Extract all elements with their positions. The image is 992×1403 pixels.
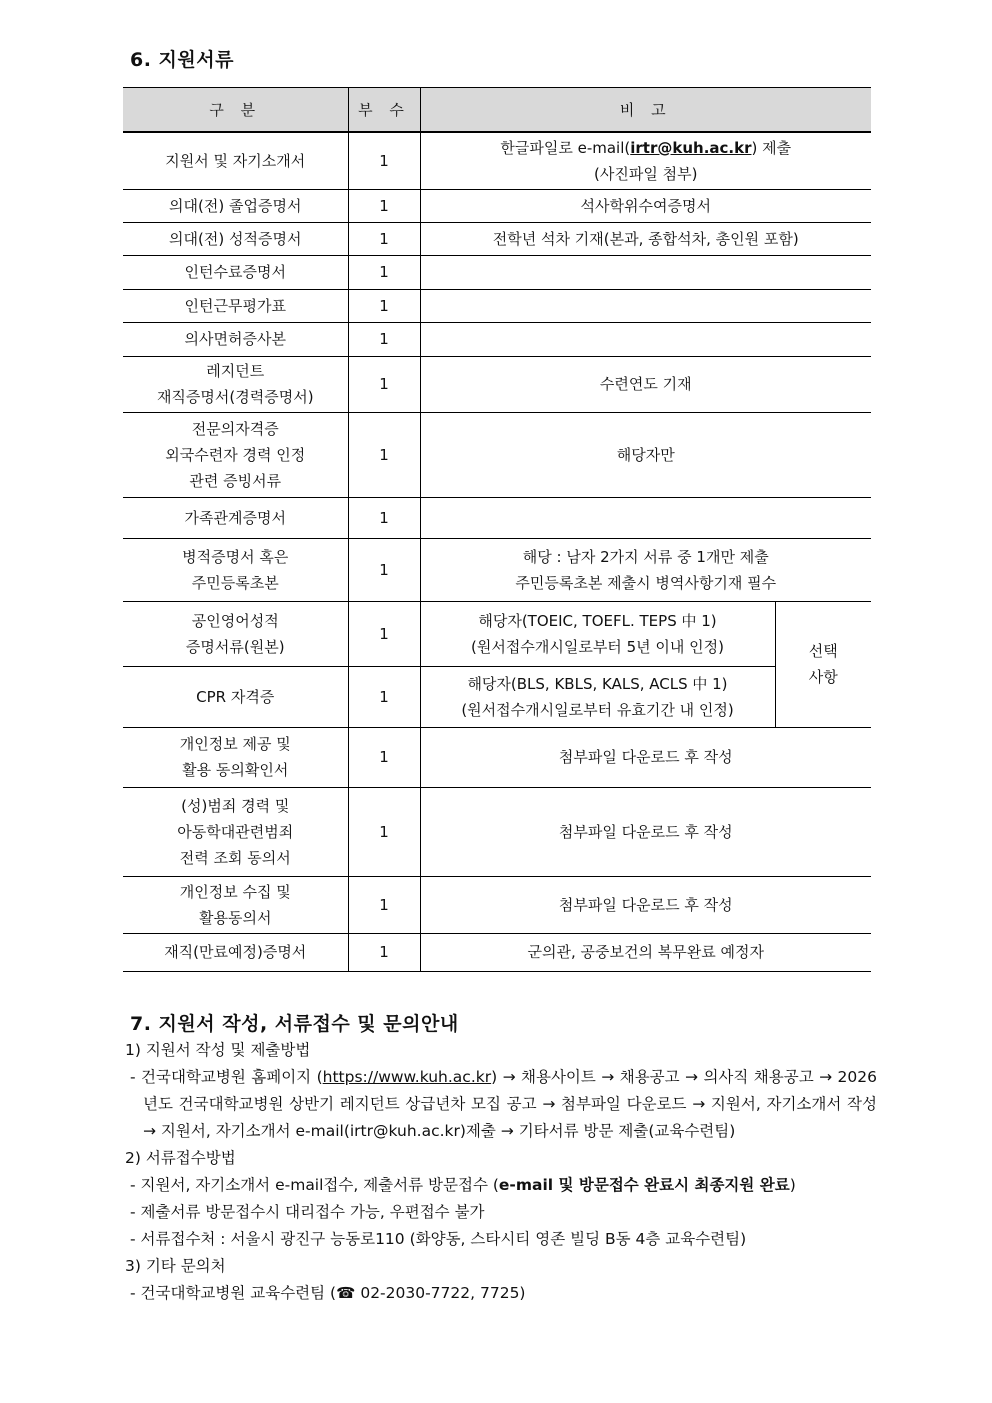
table-row: [123, 132, 871, 189]
doc-item: 지원서 및 자기소개서: [123, 132, 348, 189]
table-row: [123, 933, 871, 971]
doc-item: 병적증명서 혹은 주민등록초본: [123, 538, 348, 601]
header-category: 구 분: [123, 88, 348, 133]
table-row: [123, 787, 871, 876]
section-6-title: 6. 지원서류: [130, 49, 234, 71]
doc-note: 첨부파일 다운로드 후 작성: [420, 727, 871, 787]
header-remarks: 비 고: [420, 88, 871, 133]
doc-item: 개인정보 제공 및 활용 동의확인서: [123, 727, 348, 787]
doc-item: 개인정보 수집 및 활용동의서: [123, 876, 348, 933]
doc-item: 인턴수료증명서: [123, 255, 348, 289]
doc-note: [420, 289, 871, 322]
doc-note: 해당자만: [420, 412, 871, 497]
homepage-link[interactable]: https://www.kuh.ac.kr: [322, 1068, 492, 1086]
table-row: [123, 255, 871, 289]
doc-item: 인턴근무평가표: [123, 289, 348, 322]
doc-item: 공인영어성적 증명서류(원본): [123, 601, 348, 666]
subsection-3-title: 3) 기타 문의처: [125, 1257, 226, 1275]
doc-note: [420, 497, 871, 538]
doc-count: 1: [348, 727, 420, 787]
doc-note: [420, 255, 871, 289]
doc-item: 재직(만료예정)증명서: [123, 933, 348, 971]
doc-note: 군의관, 공중보건의 복무완료 예정자: [420, 933, 871, 971]
doc-item: (성)범죄 경력 및 아동학대관련범죄 전력 조회 동의서: [123, 787, 348, 876]
doc-count: 1: [348, 289, 420, 322]
doc-count: 1: [348, 787, 420, 876]
table-header: [123, 88, 871, 133]
doc-count: 1: [348, 189, 420, 222]
doc-note: 해당자(BLS, KBLS, KALS, ACLS 中 1) (원서접수개시일로부터 유효기간 내 인정): [420, 666, 775, 727]
doc-note: 첨부파일 다운로드 후 작성: [420, 787, 871, 876]
doc-count: 1: [348, 601, 420, 666]
doc-note: 첨부파일 다운로드 후 작성: [420, 876, 871, 933]
doc-note: 해당자(TOEIC, TOEFL. TEPS 中 1) (원서접수개시일로부터 5년 이내 인정): [420, 601, 775, 666]
doc-note: 한글파일로 e-mail(irtr@kuh.ac.kr) 제출 (사진파일 첨부): [420, 132, 871, 189]
doc-item: 레지던트 재직증명서(경력증명서): [123, 356, 348, 412]
table-row: [123, 356, 871, 412]
table-row: [123, 727, 871, 787]
section-7-body: [125, 1037, 877, 1307]
submission-method: - 지원서, 자기소개서 e-mail접수, 제출서류 방문접수 (e-mail 및 방문접수 완료시 최종지원 완료): [130, 1176, 796, 1194]
table-row: [123, 601, 871, 666]
doc-count: 1: [348, 497, 420, 538]
doc-item: 전문의자격증 외국수련자 경력 인정 관련 증빙서류: [123, 412, 348, 497]
application-steps: - 건국대학교병원 홈페이지 (https://www.kuh.ac.kr) → 채용사이트 → 채용공고 → 의사직 채용공고 → 2026년도 건국대학교병원 상반기 레지던트 상급년차 모집 공고 → 첨부파일 다운로드 → 지원서, 자기소개서 작성 → 지원서, 자기소개서 e-mail(irtr@kuh.ac.kr)제출 → 기타서류 방문 제출(교육수련팀): [130, 1068, 877, 1140]
subsection-1-title: 1) 지원서 작성 및 제출방법: [125, 1041, 311, 1059]
doc-count: 1: [348, 132, 420, 189]
doc-note: 전학년 석차 기재(본과, 종합석차, 총인원 포함): [420, 222, 871, 255]
table-row: [123, 497, 871, 538]
optional-label: 선택 사항: [775, 601, 871, 727]
doc-count: 1: [348, 933, 420, 971]
table-row: [123, 666, 871, 727]
doc-item: 가족관계증명서: [123, 497, 348, 538]
doc-count: 1: [348, 222, 420, 255]
doc-count: 1: [348, 322, 420, 356]
doc-count: 1: [348, 666, 420, 727]
doc-note: 수련연도 기재: [420, 356, 871, 412]
table-row: [123, 189, 871, 222]
doc-count: 1: [348, 876, 420, 933]
doc-item: 의대(전) 졸업증명서: [123, 189, 348, 222]
doc-count: 1: [348, 412, 420, 497]
doc-item: 의사면허증사본: [123, 322, 348, 356]
section-7-title: 7. 지원서 작성, 서류접수 및 문의안내: [130, 1013, 459, 1035]
contact-info: - 건국대학교병원 교육수련팀 (☎ 02-2030-7722, 7725): [130, 1284, 526, 1302]
doc-item: 의대(전) 성적증명서: [123, 222, 348, 255]
doc-note: [420, 322, 871, 356]
email-link[interactable]: irtr@kuh.ac.kr: [630, 138, 752, 157]
table-row: [123, 538, 871, 601]
doc-count: 1: [348, 255, 420, 289]
header-copies: 부 수: [348, 88, 420, 133]
table-row: [123, 876, 871, 933]
doc-count: 1: [348, 356, 420, 412]
doc-item: CPR 자격증: [123, 666, 348, 727]
table-row: [123, 322, 871, 356]
table-row: [123, 289, 871, 322]
doc-note: 해당 : 남자 2가지 서류 중 1개만 제출 주민등록초본 제출시 병역사항기재 필수: [420, 538, 871, 601]
proxy-submission-note: - 제출서류 방문접수시 대리접수 가능, 우편접수 불가: [130, 1203, 485, 1221]
submission-address: - 서류접수처 : 서울시 광진구 능동로110 (화양동, 스타시티 영존 빌딩 B동 4층 교육수련팀): [130, 1230, 747, 1248]
doc-note: 석사학위수여증명서: [420, 189, 871, 222]
table-row: [123, 412, 871, 497]
table-row: [123, 222, 871, 255]
documents-table: [123, 87, 871, 972]
subsection-2-title: 2) 서류접수방법: [125, 1149, 236, 1167]
doc-count: 1: [348, 538, 420, 601]
